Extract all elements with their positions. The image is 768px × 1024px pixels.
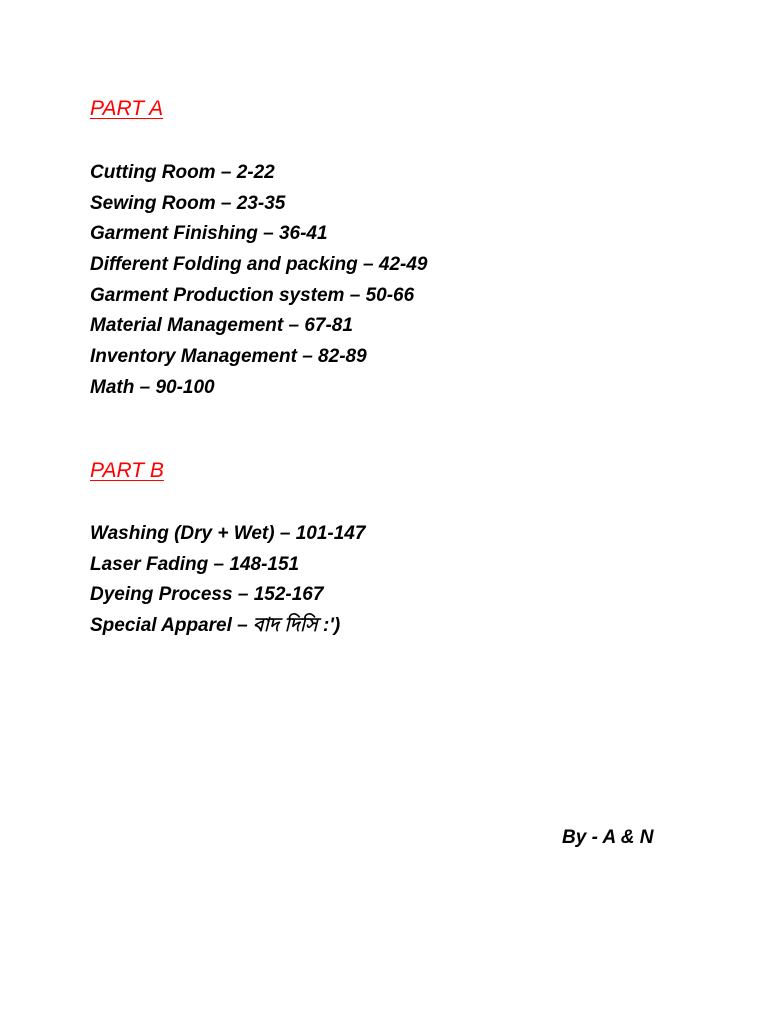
- part-a-heading: PART A: [90, 97, 164, 120]
- part-b-list: [90, 520, 365, 643]
- list-item: Sewing Room – 23-35: [90, 192, 286, 214]
- part-a-list: [90, 159, 428, 405]
- list-item: Garment Production system – 50-66: [90, 284, 415, 306]
- list-item: Material Management – 67-81: [90, 315, 353, 337]
- part-b-heading: PART B: [90, 459, 164, 482]
- list-item: Inventory Management – 82-89: [90, 346, 367, 368]
- list-item: Washing (Dry + Wet) – 101-147: [90, 523, 366, 544]
- signature: By - A & N: [562, 827, 654, 848]
- list-item: Math – 90-100: [90, 376, 215, 398]
- list-item: Different Folding and packing – 42-49: [90, 254, 428, 276]
- list-item: Special Apparel – বাদ দিসি :'): [90, 615, 341, 637]
- list-item: Cutting Room – 2-22: [90, 162, 275, 183]
- list-item: Garment Finishing – 36-41: [90, 223, 328, 245]
- list-item: Laser Fading – 148-151: [90, 553, 300, 575]
- list-item: Dyeing Process – 152-167: [90, 584, 324, 606]
